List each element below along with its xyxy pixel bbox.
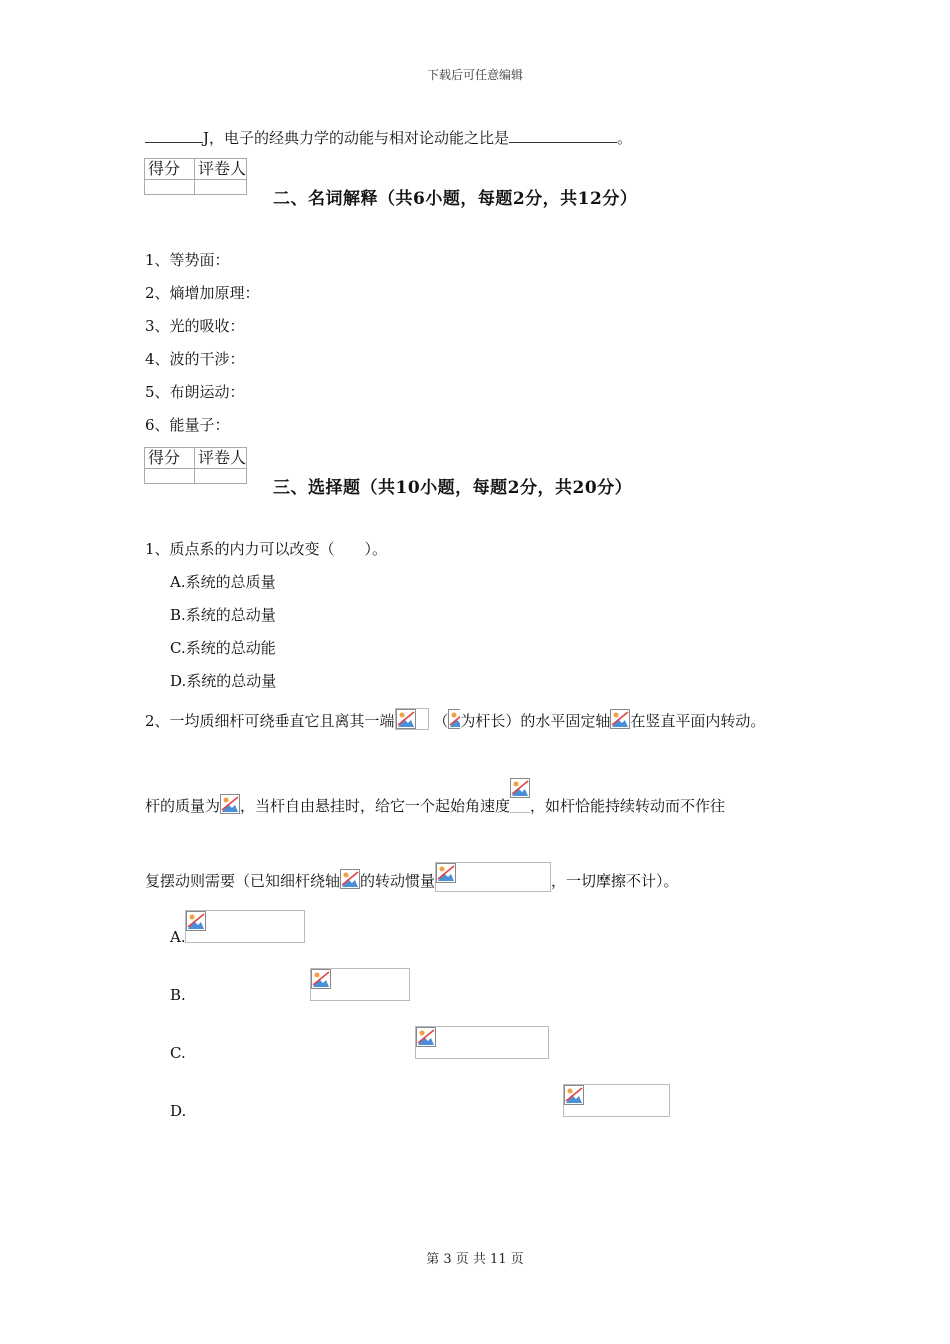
term-item: 1、等势面： [145,251,230,269]
term-item: 5、布朗运动： [145,383,245,401]
score-table: 得分 评卷人 [144,447,247,484]
section-title: 二、名词解释（共6小题，每题2分，共12分） [273,189,638,209]
option-d[interactable]: D.系统的总动量 [170,672,277,690]
option-d[interactable]: D. [170,1102,187,1120]
broken-image-icon [340,869,360,889]
broken-image-icon [220,794,240,814]
question-stem-line: 2、一均质细杆可绕垂直它且离其一端 （ 为杆长）的水平固定轴 在竖直平面内转动。 [145,708,765,732]
question-stem-line: 杆的质量为 ，当杆自由悬挂时，给它一个起始角速度 ，如杆恰能持续转动而不作往 [145,788,725,817]
question-stem: 1、质点系的内力可以改变（ ）。 [145,540,388,558]
question-stem-line: 复摆动则需要（已知细杆绕轴 的转动惯量 ，一切摩擦不计）。 [145,862,679,892]
option-a[interactable]: A.系统的总质量 [170,573,276,591]
option-b[interactable]: B. [170,986,186,1004]
broken-image-icon [186,911,206,931]
broken-image-icon [610,709,630,729]
option-a-image[interactable] [185,910,305,943]
answer-blank[interactable] [145,126,203,143]
term-item: 3、光的吸收： [145,317,245,335]
page-header: 下载后可任意编辑 [426,68,523,82]
score-cell[interactable] [145,469,195,484]
term-item: 2、熵增加原理： [145,284,260,302]
grader-cell[interactable] [195,180,247,195]
page-footer: 第 3 页 共 11 页 [426,1252,524,1267]
option-b-image[interactable] [310,968,410,1001]
option-d-image[interactable] [563,1084,670,1117]
answer-blank[interactable] [509,126,617,143]
section-title: 三、选择题（共10小题，每题2分，共20分） [273,478,633,498]
score-table: 得分 评卷人 [144,158,247,195]
term-item: 4、波的干涉： [145,350,245,368]
option-c[interactable]: C. [170,1044,186,1062]
formula-image [395,708,429,730]
broken-image-icon [436,863,456,883]
broken-image-icon [416,1027,436,1047]
formula-image [435,862,551,892]
formula-image [510,788,530,813]
option-c[interactable]: C.系统的总动能 [170,639,276,657]
broken-image-icon [311,969,331,989]
option-b[interactable]: B.系统的总动量 [170,606,276,624]
broken-image-icon [564,1085,584,1105]
broken-image-icon [448,709,460,729]
broken-image-icon [510,778,530,798]
option-c-image[interactable] [415,1026,549,1059]
score-cell[interactable] [145,180,195,195]
option-a[interactable]: A. [170,928,186,946]
broken-image-icon [396,709,416,729]
fill-in-line: J，电子的经典力学的动能与相对论动能之比是 。 [145,126,632,149]
term-item: 6、能量子： [145,416,230,434]
grader-cell[interactable] [195,469,247,484]
